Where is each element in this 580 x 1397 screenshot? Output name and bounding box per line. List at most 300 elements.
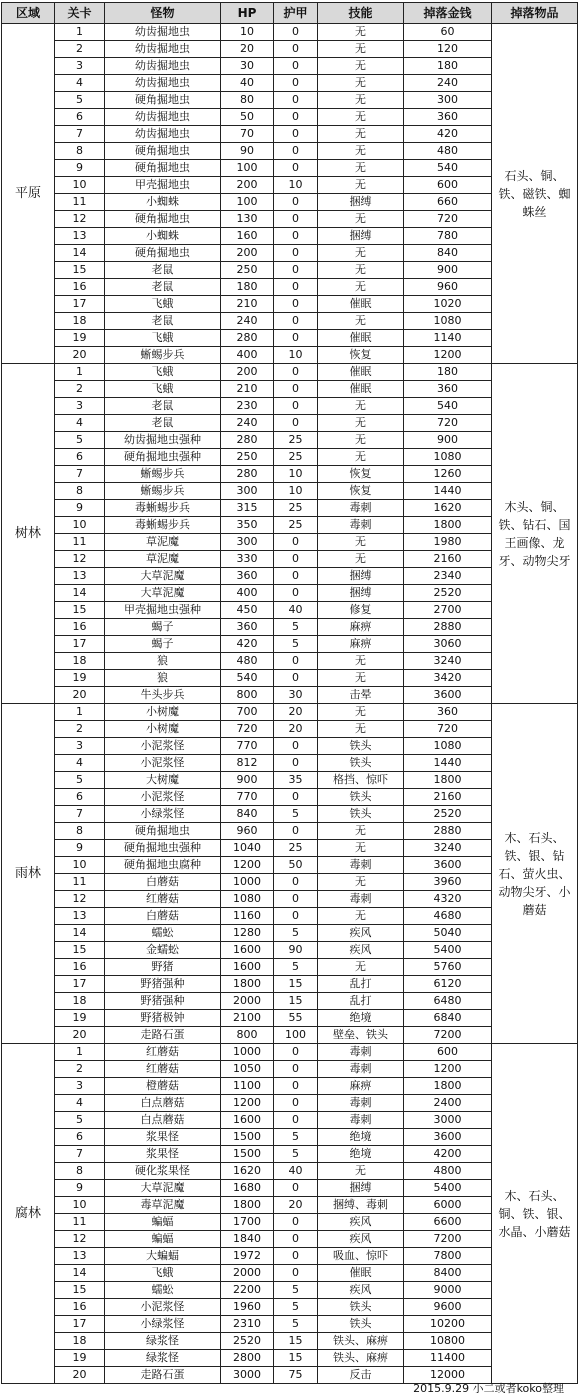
region-cell: 雨林 xyxy=(2,704,55,1044)
level-cell: 8 xyxy=(55,1163,105,1180)
level-cell: 10 xyxy=(55,517,105,534)
armor-cell: 0 xyxy=(274,1112,318,1129)
hp-cell: 1200 xyxy=(221,857,274,874)
skill-cell: 疾风 xyxy=(318,942,404,959)
gold-cell: 900 xyxy=(404,262,492,279)
level-cell: 18 xyxy=(55,1333,105,1350)
table-row xyxy=(2,483,578,500)
monster-cell: 蠕蚣 xyxy=(105,925,221,942)
table-row xyxy=(2,1265,578,1282)
monster-cell: 小蜘蛛 xyxy=(105,228,221,245)
level-cell: 20 xyxy=(55,1027,105,1044)
monster-cell: 老鼠 xyxy=(105,415,221,432)
table-row xyxy=(2,1095,578,1112)
skill-cell: 恢复 xyxy=(318,347,404,364)
level-cell: 4 xyxy=(55,1095,105,1112)
monster-cell: 野猪极钟 xyxy=(105,1010,221,1027)
level-cell: 16 xyxy=(55,279,105,296)
armor-cell: 0 xyxy=(274,1231,318,1248)
table-row xyxy=(2,143,578,160)
monster-cell: 野猪 xyxy=(105,959,221,976)
level-cell: 10 xyxy=(55,177,105,194)
monster-cell: 大草泥魔 xyxy=(105,1180,221,1197)
armor-cell: 0 xyxy=(274,245,318,262)
hp-cell: 400 xyxy=(221,585,274,602)
table-row xyxy=(2,1078,578,1095)
armor-cell: 0 xyxy=(274,1180,318,1197)
skill-cell: 无 xyxy=(318,823,404,840)
level-cell: 14 xyxy=(55,585,105,602)
armor-cell: 0 xyxy=(274,891,318,908)
table-row xyxy=(2,568,578,585)
gold-cell: 1020 xyxy=(404,296,492,313)
monster-cell: 白点蘑菇 xyxy=(105,1095,221,1112)
hp-cell: 960 xyxy=(221,823,274,840)
hp-cell: 250 xyxy=(221,262,274,279)
armor-cell: 15 xyxy=(274,993,318,1010)
level-cell: 19 xyxy=(55,670,105,687)
skill-cell: 无 xyxy=(318,534,404,551)
skill-cell: 捆缚、毒刺 xyxy=(318,1197,404,1214)
skill-cell: 毒刺 xyxy=(318,891,404,908)
hp-cell: 280 xyxy=(221,330,274,347)
armor-cell: 25 xyxy=(274,500,318,517)
monster-cell: 飞蛾 xyxy=(105,364,221,381)
table-row xyxy=(2,194,578,211)
level-cell: 20 xyxy=(55,687,105,704)
level-cell: 12 xyxy=(55,891,105,908)
table-row xyxy=(2,228,578,245)
monster-cell: 蝎子 xyxy=(105,636,221,653)
level-cell: 18 xyxy=(55,653,105,670)
skill-cell: 无 xyxy=(318,41,404,58)
hp-cell: 2000 xyxy=(221,1265,274,1282)
monster-cell: 幼齿掘地虫 xyxy=(105,126,221,143)
hp-cell: 280 xyxy=(221,466,274,483)
gold-cell: 240 xyxy=(404,75,492,92)
armor-cell: 10 xyxy=(274,177,318,194)
level-cell: 19 xyxy=(55,1350,105,1367)
skill-cell: 无 xyxy=(318,177,404,194)
skill-cell: 催眠 xyxy=(318,330,404,347)
drops-cell: 木头、铜、铁、钻石、国王画像、龙牙、动物尖牙 xyxy=(492,364,578,704)
armor-cell: 25 xyxy=(274,432,318,449)
table-row xyxy=(2,721,578,738)
gold-cell: 6840 xyxy=(404,1010,492,1027)
drops-cell: 木、石头、铁、银、钻石、萤火虫、动物尖牙、小蘑菇 xyxy=(492,704,578,1044)
gold-cell: 600 xyxy=(404,1044,492,1061)
table-row xyxy=(2,534,578,551)
monster-cell: 小泥浆怪 xyxy=(105,738,221,755)
header-monster: 怪物 xyxy=(105,3,221,24)
armor-cell: 75 xyxy=(274,1367,318,1384)
level-cell: 17 xyxy=(55,296,105,313)
armor-cell: 0 xyxy=(274,58,318,75)
level-cell: 5 xyxy=(55,432,105,449)
gold-cell: 180 xyxy=(404,364,492,381)
gold-cell: 8400 xyxy=(404,1265,492,1282)
header-hp: HP xyxy=(221,3,274,24)
skill-cell: 毒刺 xyxy=(318,1112,404,1129)
level-cell: 20 xyxy=(55,1367,105,1384)
skill-cell: 无 xyxy=(318,1163,404,1180)
hp-cell: 800 xyxy=(221,687,274,704)
skill-cell: 无 xyxy=(318,109,404,126)
hp-cell: 360 xyxy=(221,568,274,585)
monster-cell: 飞蛾 xyxy=(105,296,221,313)
table-row xyxy=(2,41,578,58)
level-cell: 6 xyxy=(55,1129,105,1146)
table-row xyxy=(2,160,578,177)
table-row xyxy=(2,942,578,959)
header-gold: 掉落金钱 xyxy=(404,3,492,24)
skill-cell: 绝境 xyxy=(318,1129,404,1146)
gold-cell: 6600 xyxy=(404,1214,492,1231)
gold-cell: 540 xyxy=(404,160,492,177)
table-row xyxy=(2,959,578,976)
gold-cell: 3240 xyxy=(404,653,492,670)
level-cell: 16 xyxy=(55,1299,105,1316)
table-row xyxy=(2,211,578,228)
level-cell: 8 xyxy=(55,143,105,160)
table-row xyxy=(2,449,578,466)
gold-cell: 7800 xyxy=(404,1248,492,1265)
gold-cell: 1260 xyxy=(404,466,492,483)
table-row xyxy=(2,177,578,194)
table-row xyxy=(2,925,578,942)
table-row xyxy=(2,279,578,296)
level-cell: 12 xyxy=(55,211,105,228)
gold-cell: 2160 xyxy=(404,789,492,806)
armor-cell: 0 xyxy=(274,160,318,177)
table-row xyxy=(2,602,578,619)
monster-cell: 硬角掘地虫强种 xyxy=(105,449,221,466)
skill-cell: 铁头、麻痹 xyxy=(318,1333,404,1350)
armor-cell: 0 xyxy=(274,874,318,891)
hp-cell: 400 xyxy=(221,347,274,364)
table-row xyxy=(2,1061,578,1078)
gold-cell: 6120 xyxy=(404,976,492,993)
level-cell: 3 xyxy=(55,1078,105,1095)
table-row xyxy=(2,1044,578,1061)
hp-cell: 1000 xyxy=(221,874,274,891)
gold-cell: 4800 xyxy=(404,1163,492,1180)
skill-cell: 修复 xyxy=(318,602,404,619)
armor-cell: 0 xyxy=(274,908,318,925)
skill-cell: 捆缚 xyxy=(318,194,404,211)
armor-cell: 20 xyxy=(274,721,318,738)
gold-cell: 9000 xyxy=(404,1282,492,1299)
hp-cell: 90 xyxy=(221,143,274,160)
monster-cell: 毒草泥魔 xyxy=(105,1197,221,1214)
gold-cell: 2880 xyxy=(404,823,492,840)
gold-cell: 10800 xyxy=(404,1333,492,1350)
gold-cell: 1620 xyxy=(404,500,492,517)
gold-cell: 2520 xyxy=(404,585,492,602)
level-cell: 15 xyxy=(55,942,105,959)
monster-cell: 蜥蜴步兵 xyxy=(105,483,221,500)
gold-cell: 360 xyxy=(404,381,492,398)
table-row xyxy=(2,262,578,279)
table-row xyxy=(2,653,578,670)
footer-note: 2015.9.29 小二或者koko整理 xyxy=(413,1382,564,1395)
monster-cell: 硬角掘地虫 xyxy=(105,143,221,160)
level-cell: 8 xyxy=(55,483,105,500)
level-cell: 17 xyxy=(55,1316,105,1333)
table-row xyxy=(2,840,578,857)
armor-cell: 30 xyxy=(274,687,318,704)
hp-cell: 1800 xyxy=(221,1197,274,1214)
hp-cell: 1600 xyxy=(221,942,274,959)
table-row xyxy=(2,1163,578,1180)
armor-cell: 20 xyxy=(274,704,318,721)
monster-cell: 白蘑菇 xyxy=(105,874,221,891)
gold-cell: 2400 xyxy=(404,1095,492,1112)
level-cell: 20 xyxy=(55,347,105,364)
level-cell: 13 xyxy=(55,908,105,925)
skill-cell: 捆缚 xyxy=(318,585,404,602)
hp-cell: 1800 xyxy=(221,976,274,993)
skill-cell: 捆缚 xyxy=(318,568,404,585)
level-cell: 5 xyxy=(55,1112,105,1129)
monster-cell: 硬角掘地虫 xyxy=(105,245,221,262)
skill-cell: 无 xyxy=(318,415,404,432)
monster-cell: 小泥浆怪 xyxy=(105,755,221,772)
armor-cell: 10 xyxy=(274,347,318,364)
skill-cell: 无 xyxy=(318,670,404,687)
armor-cell: 90 xyxy=(274,942,318,959)
gold-cell: 2160 xyxy=(404,551,492,568)
skill-cell: 绝境 xyxy=(318,1146,404,1163)
monster-cell: 大蝙蝠 xyxy=(105,1248,221,1265)
gold-cell: 1440 xyxy=(404,755,492,772)
hp-cell: 1280 xyxy=(221,925,274,942)
table-row xyxy=(2,1112,578,1129)
hp-cell: 2310 xyxy=(221,1316,274,1333)
armor-cell: 0 xyxy=(274,1078,318,1095)
gold-cell: 2880 xyxy=(404,619,492,636)
hp-cell: 200 xyxy=(221,364,274,381)
hp-cell: 812 xyxy=(221,755,274,772)
armor-cell: 0 xyxy=(274,551,318,568)
hp-cell: 10 xyxy=(221,24,274,41)
monster-cell: 蜥蜴步兵 xyxy=(105,466,221,483)
monster-cell: 幼齿掘地虫 xyxy=(105,24,221,41)
armor-cell: 0 xyxy=(274,1214,318,1231)
hp-cell: 800 xyxy=(221,1027,274,1044)
gold-cell: 1080 xyxy=(404,449,492,466)
level-cell: 14 xyxy=(55,925,105,942)
armor-cell: 0 xyxy=(274,194,318,211)
gold-cell: 3000 xyxy=(404,1112,492,1129)
monster-cell: 硬角掘地虫强种 xyxy=(105,840,221,857)
table-row xyxy=(2,704,578,721)
hp-cell: 230 xyxy=(221,398,274,415)
gold-cell: 4320 xyxy=(404,891,492,908)
hp-cell: 350 xyxy=(221,517,274,534)
hp-cell: 50 xyxy=(221,109,274,126)
skill-cell: 催眠 xyxy=(318,296,404,313)
armor-cell: 0 xyxy=(274,92,318,109)
monster-cell: 白点蘑菇 xyxy=(105,1112,221,1129)
monster-cell: 狼 xyxy=(105,670,221,687)
skill-cell: 疾风 xyxy=(318,1214,404,1231)
skill-cell: 麻痹 xyxy=(318,636,404,653)
hp-cell: 700 xyxy=(221,704,274,721)
hp-cell: 130 xyxy=(221,211,274,228)
table-row xyxy=(2,330,578,347)
hp-cell: 420 xyxy=(221,636,274,653)
armor-cell: 10 xyxy=(274,483,318,500)
skill-cell: 格挡、惊吓 xyxy=(318,772,404,789)
hp-cell: 2800 xyxy=(221,1350,274,1367)
skill-cell: 无 xyxy=(318,874,404,891)
armor-cell: 10 xyxy=(274,466,318,483)
hp-cell: 900 xyxy=(221,772,274,789)
gold-cell: 1440 xyxy=(404,483,492,500)
level-cell: 2 xyxy=(55,381,105,398)
hp-cell: 1040 xyxy=(221,840,274,857)
level-cell: 6 xyxy=(55,789,105,806)
skill-cell: 壁垒、铁头 xyxy=(318,1027,404,1044)
armor-cell: 15 xyxy=(274,1333,318,1350)
gold-cell: 480 xyxy=(404,143,492,160)
monster-cell: 硬角掘地虫 xyxy=(105,92,221,109)
gold-cell: 7200 xyxy=(404,1231,492,1248)
level-cell: 7 xyxy=(55,806,105,823)
skill-cell: 无 xyxy=(318,160,404,177)
monster-cell: 毒蜥蜴步兵 xyxy=(105,500,221,517)
table-row xyxy=(2,908,578,925)
gold-cell: 360 xyxy=(404,704,492,721)
hp-cell: 30 xyxy=(221,58,274,75)
monster-cell: 狼 xyxy=(105,653,221,670)
hp-cell: 300 xyxy=(221,483,274,500)
gold-cell: 900 xyxy=(404,432,492,449)
armor-cell: 5 xyxy=(274,806,318,823)
skill-cell: 铁头 xyxy=(318,1316,404,1333)
armor-cell: 5 xyxy=(274,1146,318,1163)
skill-cell: 恢复 xyxy=(318,483,404,500)
level-cell: 13 xyxy=(55,1248,105,1265)
gold-cell: 180 xyxy=(404,58,492,75)
skill-cell: 无 xyxy=(318,211,404,228)
monster-cell: 硬化浆果怪 xyxy=(105,1163,221,1180)
level-cell: 7 xyxy=(55,126,105,143)
table-row xyxy=(2,1010,578,1027)
monster-cell: 大草泥魔 xyxy=(105,568,221,585)
skill-cell: 铁头 xyxy=(318,755,404,772)
table-row xyxy=(2,1333,578,1350)
table-row xyxy=(2,296,578,313)
skill-cell: 催眠 xyxy=(318,364,404,381)
armor-cell: 0 xyxy=(274,1044,318,1061)
table-row xyxy=(2,551,578,568)
level-cell: 4 xyxy=(55,415,105,432)
hp-cell: 1080 xyxy=(221,891,274,908)
gold-cell: 3960 xyxy=(404,874,492,891)
table-row xyxy=(2,58,578,75)
monster-cell: 蝙蝠 xyxy=(105,1231,221,1248)
level-cell: 9 xyxy=(55,840,105,857)
skill-cell: 铁头 xyxy=(318,1299,404,1316)
level-cell: 5 xyxy=(55,772,105,789)
skill-cell: 铁头 xyxy=(318,806,404,823)
hp-cell: 1000 xyxy=(221,1044,274,1061)
level-cell: 18 xyxy=(55,313,105,330)
level-cell: 4 xyxy=(55,75,105,92)
table-row xyxy=(2,92,578,109)
table-row xyxy=(2,738,578,755)
table-row xyxy=(2,398,578,415)
table-row xyxy=(2,364,578,381)
hp-cell: 180 xyxy=(221,279,274,296)
skill-cell: 毒刺 xyxy=(318,1061,404,1078)
drops-cell: 石头、铜、铁、磁铁、蜘蛛丝 xyxy=(492,24,578,364)
armor-cell: 25 xyxy=(274,449,318,466)
hp-cell: 1600 xyxy=(221,959,274,976)
level-cell: 11 xyxy=(55,194,105,211)
level-cell: 12 xyxy=(55,1231,105,1248)
table-row xyxy=(2,976,578,993)
monster-cell: 老鼠 xyxy=(105,398,221,415)
armor-cell: 100 xyxy=(274,1027,318,1044)
gold-cell: 660 xyxy=(404,194,492,211)
skill-cell: 无 xyxy=(318,24,404,41)
skill-cell: 无 xyxy=(318,449,404,466)
skill-cell: 无 xyxy=(318,704,404,721)
monster-cell: 绿浆怪 xyxy=(105,1350,221,1367)
armor-cell: 0 xyxy=(274,398,318,415)
monster-cell: 甲壳掘地虫 xyxy=(105,177,221,194)
armor-cell: 0 xyxy=(274,823,318,840)
gold-cell: 720 xyxy=(404,211,492,228)
skill-cell: 无 xyxy=(318,245,404,262)
hp-cell: 200 xyxy=(221,245,274,262)
table-row xyxy=(2,1350,578,1367)
armor-cell: 55 xyxy=(274,1010,318,1027)
monster-cell: 幼齿掘地虫强种 xyxy=(105,432,221,449)
monster-cell: 金蠕蚣 xyxy=(105,942,221,959)
level-cell: 17 xyxy=(55,636,105,653)
monster-cell: 小树魔 xyxy=(105,721,221,738)
hp-cell: 100 xyxy=(221,194,274,211)
skill-cell: 麻痹 xyxy=(318,619,404,636)
level-cell: 8 xyxy=(55,823,105,840)
skill-cell: 催眠 xyxy=(318,1265,404,1282)
table-row xyxy=(2,636,578,653)
hp-cell: 200 xyxy=(221,177,274,194)
armor-cell: 35 xyxy=(274,772,318,789)
armor-cell: 0 xyxy=(274,126,318,143)
armor-cell: 5 xyxy=(274,1299,318,1316)
monster-cell: 绿浆怪 xyxy=(105,1333,221,1350)
armor-cell: 15 xyxy=(274,1350,318,1367)
hp-cell: 2520 xyxy=(221,1333,274,1350)
hp-cell: 20 xyxy=(221,41,274,58)
table-row xyxy=(2,517,578,534)
skill-cell: 吸血、惊吓 xyxy=(318,1248,404,1265)
level-cell: 9 xyxy=(55,1180,105,1197)
hp-cell: 100 xyxy=(221,160,274,177)
level-cell: 9 xyxy=(55,160,105,177)
table-row xyxy=(2,126,578,143)
hp-cell: 480 xyxy=(221,653,274,670)
level-cell: 1 xyxy=(55,24,105,41)
gold-cell: 4680 xyxy=(404,908,492,925)
level-cell: 1 xyxy=(55,704,105,721)
hp-cell: 80 xyxy=(221,92,274,109)
